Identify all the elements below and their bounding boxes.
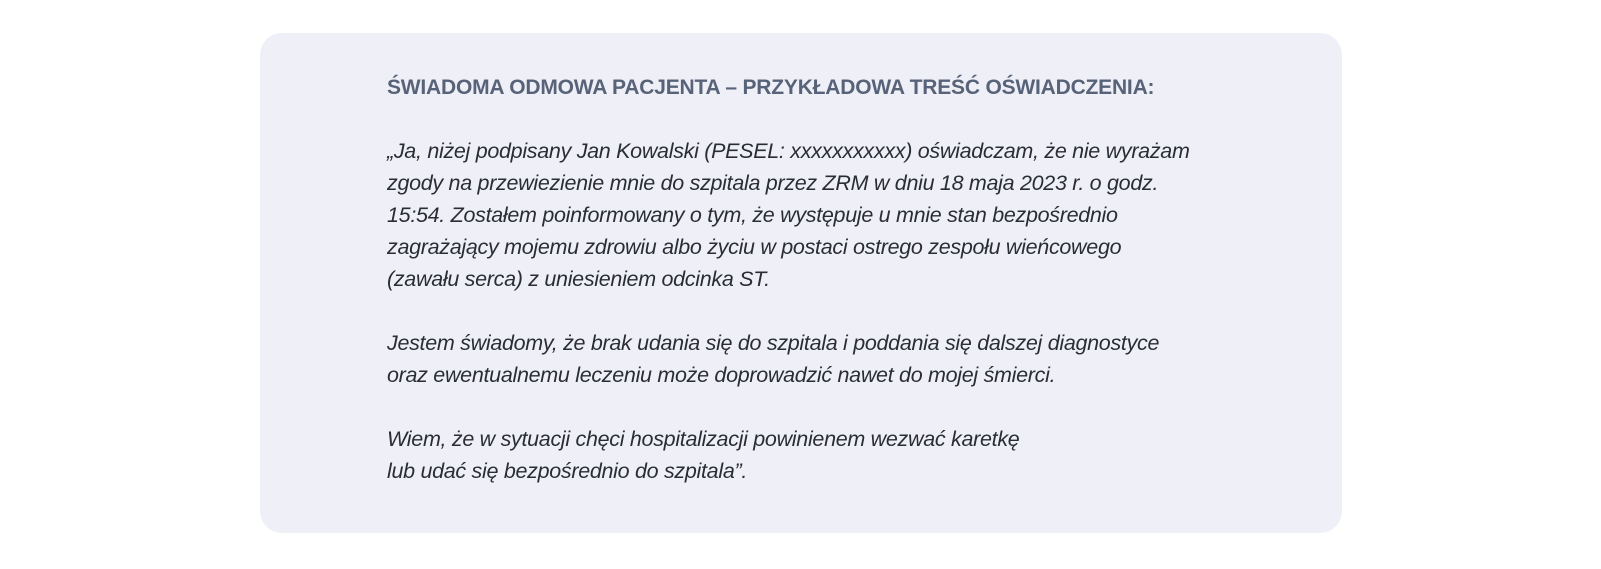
paragraph-line: zgody na przewiezienie mnie do szpitala przez ZRM w dniu 18 maja 2023 r. o godz.: [387, 171, 1159, 195]
paragraph-line: Wiem, że w sytuacji chęci hospitalizacji powinienem wezwać karetkę: [387, 427, 1020, 451]
paragraph-awareness: [387, 327, 1237, 391]
paragraph-refusal: [387, 135, 1237, 295]
statement-heading: ŚWIADOMA ODMOWA PACJENTA – PRZYKŁADOWA TREŚĆ OŚWIADCZENIA:: [387, 76, 1155, 99]
statement-card: [260, 33, 1342, 533]
paragraph-line: „Ja, niżej podpisany Jan Kowalski (PESEL: xxxxxxxxxxx) oświadczam, że nie wyrażam: [387, 139, 1190, 163]
paragraph-line: (zawału serca) z uniesieniem odcinka ST.: [387, 267, 770, 291]
paragraph-gap: [387, 295, 1237, 327]
paragraph-line: zagrażający mojemu zdrowiu albo życiu w postaci ostrego zespołu wieńcowego: [387, 235, 1122, 259]
paragraph-line: lub udać się bezpośrednio do szpitala”.: [387, 459, 748, 483]
heading-spacer: [387, 103, 1342, 135]
paragraph-line: Jestem świadomy, że brak udania się do szpitala i poddania się dalszej diagnostyce: [387, 331, 1160, 355]
paragraph-line: oraz ewentualnemu leczeniu może doprowadzić nawet do mojej śmierci.: [387, 363, 1056, 387]
statement-body: [387, 135, 1237, 487]
paragraph-instructions: [387, 423, 1237, 487]
paragraph-line: 15:54. Zostałem poinformowany o tym, że występuje u mnie stan bezpośrednio: [387, 203, 1118, 227]
paragraph-gap: [387, 391, 1237, 423]
